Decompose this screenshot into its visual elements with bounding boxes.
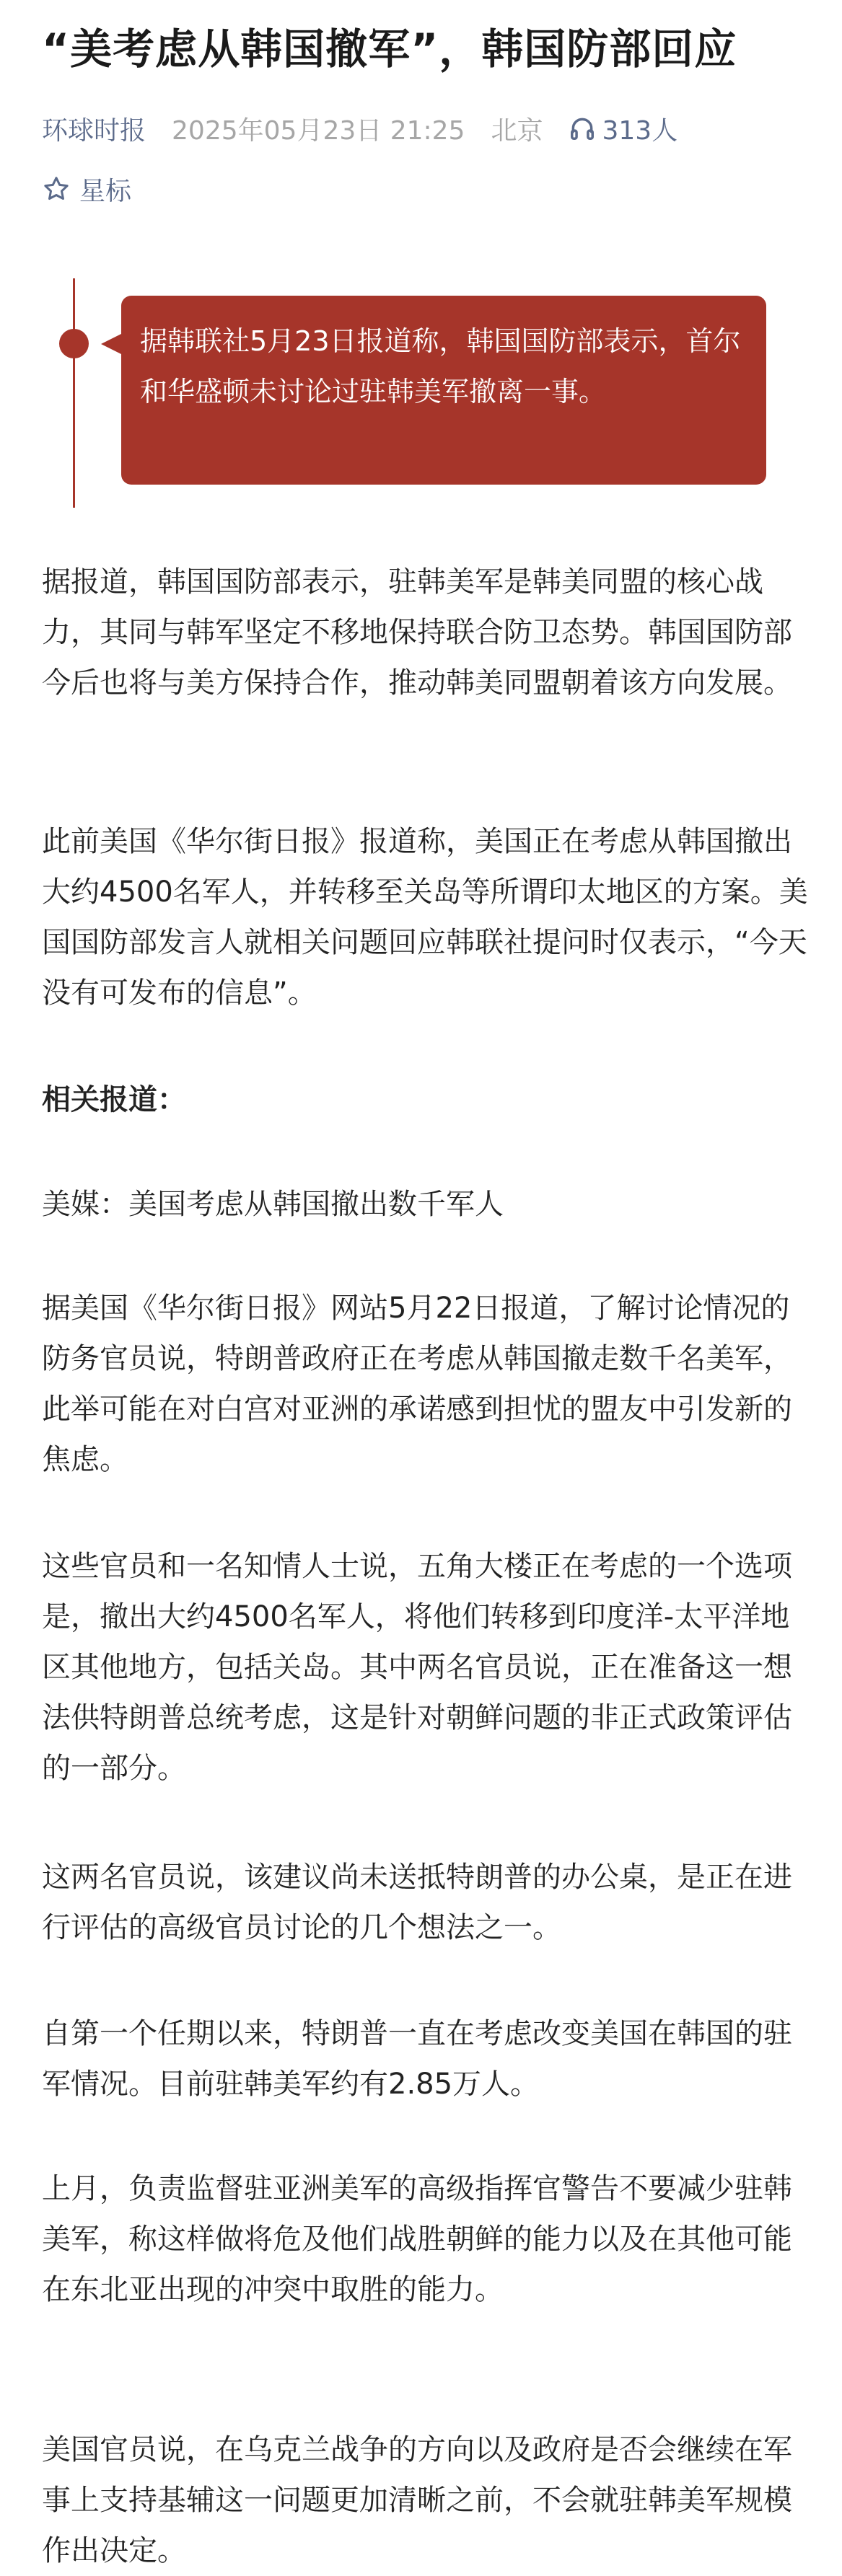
quote-timeline-dot <box>59 329 89 358</box>
quote-pointer <box>101 333 123 355</box>
publish-date-day: 2025年05月23日 <box>172 115 382 146</box>
paragraph-8: 美国官员说，在乌克兰战争的方向以及政府是否会继续在军事上支持基辅这一问题更加清晰之前，不会就驻韩美军规模作出决定。 <box>42 2433 792 2567</box>
star-outline-icon <box>42 175 71 203</box>
star-button[interactable] <box>42 167 131 211</box>
article-meta <box>42 107 677 150</box>
publish-date <box>172 110 465 147</box>
paragraph-1: 据报道，韩国国防部表示，驻韩美军是韩美同盟的核心战力，其同与韩军坚定不移地保持联合防卫态势。韩国国防部今后也将与美方保持合作，推动韩美同盟朝着该方向发展。 <box>42 565 792 700</box>
headphones-icon <box>569 115 596 142</box>
quote-timeline-line <box>73 278 75 508</box>
paragraph-6: 自第一个任期以来，特朗普一直在考虑改变美国在韩国的驻军情况。目前驻韩美军约有2.85万人。 <box>42 2017 792 2101</box>
listen-button[interactable] <box>569 110 677 147</box>
source-account[interactable]: 环球时报 <box>42 115 146 146</box>
listen-count: 313人 <box>602 115 678 146</box>
star-label: 星标 <box>79 176 132 206</box>
paragraph-7: 上月，负责监督驻亚洲美军的高级指挥官警告不要减少驻韩美军，称这样做将危及他们战胜朝鲜的能力以及在其他可能在东北亚出现的冲突中取胜的能力。 <box>42 2172 792 2306</box>
paragraph-4: 这些官员和一名知情人士说，五角大楼正在考虑的一个选项是，撤出大约4500名军人，将他们转移到印度洋-太平洋地区其他地方，包括关岛。其中两名官员说，正在准备这一想法供特朗普总统考虑，这是针对朝鲜问题的非正式政策评估的一部分。 <box>42 1550 792 1785</box>
related-heading: 相关报道： <box>42 1083 186 1116</box>
quote-summary: 据韩联社5月23日报道称，韩国国防部表示，首尔和华盛顿未讨论过驻韩美军撤离一事。 <box>121 296 766 485</box>
publish-location: 北京 <box>491 115 543 146</box>
related-headline: 美媒：美国考虑从韩国撤出数千军人 <box>42 1188 504 1221</box>
paragraph-2: 此前美国《华尔街日报》报道称，美国正在考虑从韩国撤出大约4500名军人，并转移至关岛等所谓印太地区的方案。美国国防部发言人就相关问题回应韩联社提问时仅表示，“今天没有可发布的信息”。 <box>42 825 808 1010</box>
article-title: “美考虑从韩国撤军”，韩国防部回应 <box>42 25 737 74</box>
publish-time: 21:25 <box>390 115 465 146</box>
paragraph-5: 这两名官员说，该建议尚未送抵特朗普的办公桌，是正在进行评估的高级官员讨论的几个想法之一。 <box>42 1861 792 1944</box>
paragraph-3: 据美国《华尔街日报》网站5月22日报道，了解讨论情况的防务官员说，特朗普政府正在考虑从韩国撤走数千名美军，此举可能在对白宫对亚洲的承诺感到担忧的盟友中引发新的焦虑。 <box>42 1292 792 1476</box>
